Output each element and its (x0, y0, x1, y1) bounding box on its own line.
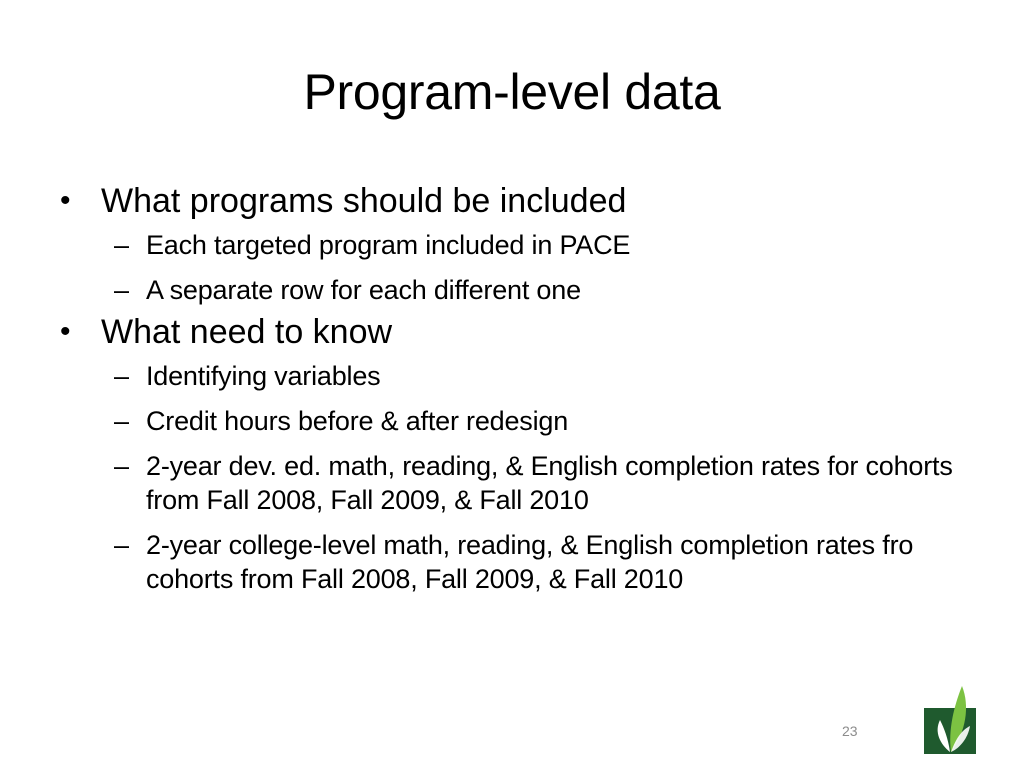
sub-bullet-text: Identifying variables (146, 361, 381, 391)
bullet-text: What need to know (101, 313, 393, 351)
sub-bullet-item (101, 528, 976, 596)
bullet-list (56, 178, 976, 598)
sub-bullet-item (101, 404, 976, 438)
dash-icon: – (114, 530, 129, 560)
slide-title: Program-level data (303, 64, 721, 120)
sub-bullet-text: Each targeted program included in PACE (146, 230, 631, 260)
sub-bullet-list (101, 359, 976, 596)
dash-icon: – (114, 361, 129, 391)
sub-bullet-text: 2-year college-level math, reading, & English completion rates fro cohorts from Fall 2008, Fall 2009, & Fall 2010 (146, 530, 914, 594)
sub-bullet-item (101, 273, 976, 307)
bullet-item-need-to-know (56, 309, 976, 596)
bullet-text: What programs should be included (101, 182, 627, 220)
sub-bullet-item (101, 359, 976, 393)
sub-bullet-item (101, 228, 976, 262)
dash-icon: – (114, 275, 129, 305)
dash-icon: – (114, 406, 129, 436)
bullet-icon: • (60, 184, 71, 217)
sub-bullet-text: Credit hours before & after redesign (146, 406, 569, 436)
page-number: 23 (842, 723, 858, 739)
bullet-icon: • (60, 315, 71, 348)
green-sprout-logo-icon (924, 686, 976, 754)
dash-icon: – (114, 451, 129, 481)
sub-bullet-text: 2-year dev. ed. math, reading, & English completion rates for cohorts from Fall 2008, Fall 2009, & Fall 2010 (146, 451, 953, 515)
sub-bullet-list (101, 228, 976, 307)
sub-bullet-text: A separate row for each different one (146, 275, 581, 305)
sub-bullet-item (101, 449, 976, 517)
bullet-item-programs (56, 178, 976, 307)
dash-icon: – (114, 230, 129, 260)
